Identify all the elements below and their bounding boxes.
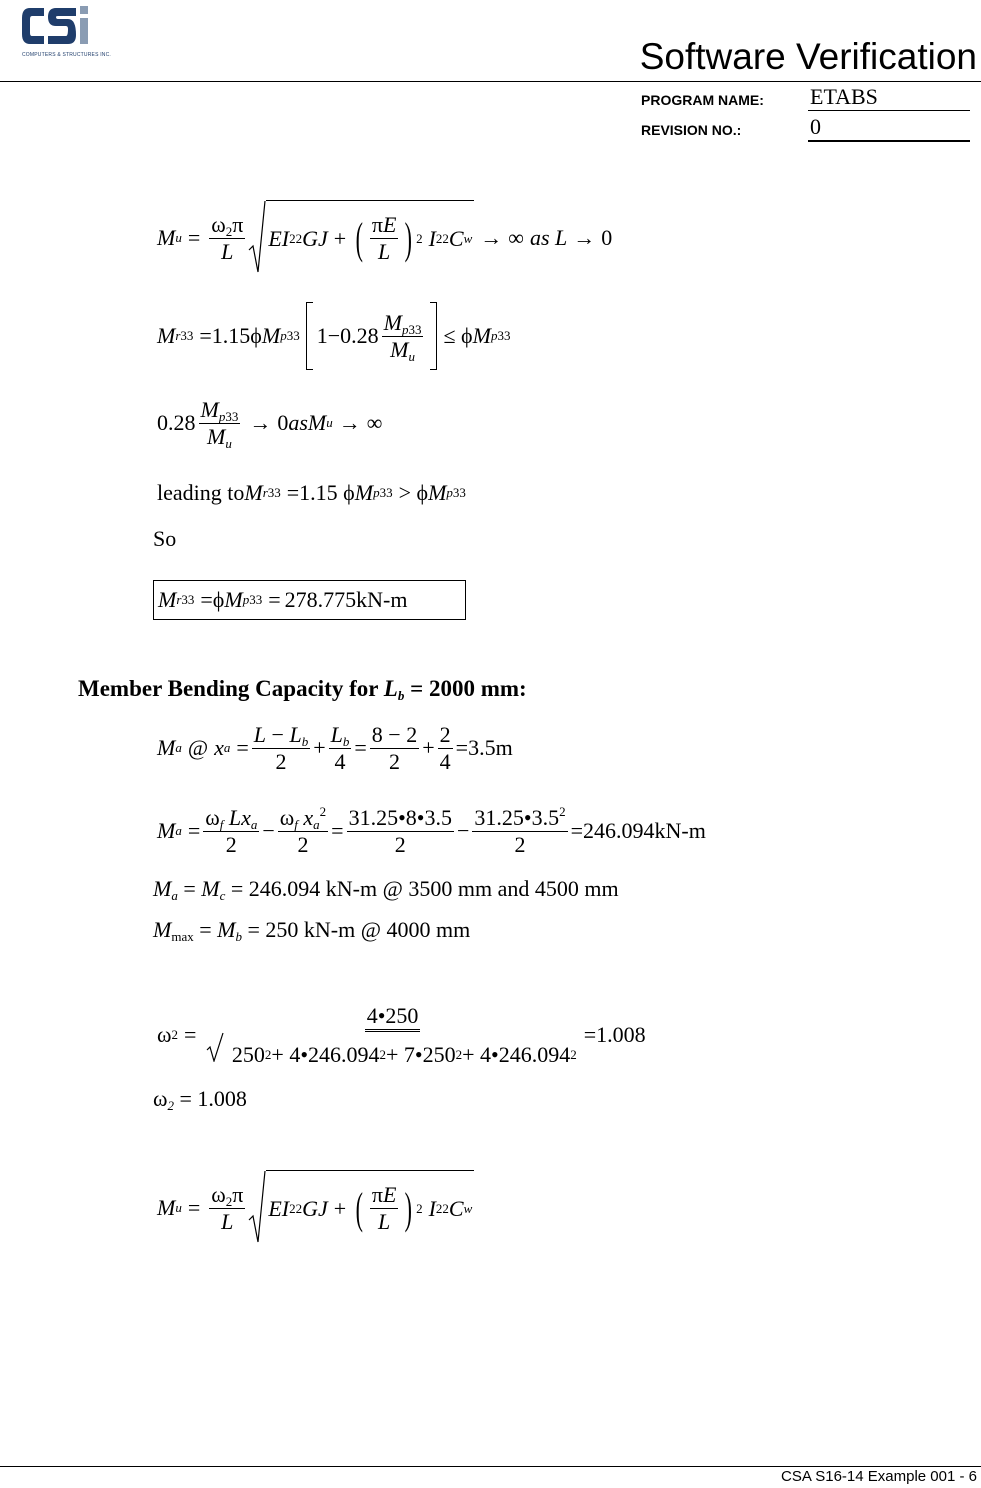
header-rule: [0, 81, 981, 82]
omega-result-line: $\omega_2 = 1.008$: [153, 1086, 247, 1113]
ma-mc-line: $M_a = M_c = 246.094$ kN-m @ 3500 mm and 4500 mm: [153, 876, 619, 903]
mmax-line: $M_{max} = M_b = 250$ kN-m @ 4000 mm: [153, 917, 471, 944]
equation-omega2: ω 2 = 4•250 250 2 + 4•246.094 2 + 7•250 2 + 4•246.094 2 = 1.008: [157, 1002, 646, 1067]
revision-underline: [808, 140, 970, 142]
ma-value: 246.094: [583, 818, 655, 843]
x-value: 3.5: [468, 735, 496, 760]
program-name-label: PROGRAM NAME:: [641, 92, 764, 108]
equation-leading-to: leading to M r33 =1.15 ϕ M p33 > ϕ M p33: [157, 480, 466, 505]
equation-mu-limit: M u = $\frac{\omega_2\pi}{L}$ EI 22 GJ + ( $\frac{\pi E}{L}$ ) 2 I 22 C w → ∞ as L → 0: [157, 198, 612, 278]
footer-rule: [0, 1466, 981, 1467]
equation-mr33: M r33 =1.15ϕ M p33 1−0.28 $\frac{M_{p33}}{M_u}$ ≤ ϕ M p33: [157, 298, 510, 374]
equation-ratio-limit: 0.28 $\frac{M_{p33}}{M_u}$ → 0 as M u → ∞: [157, 396, 383, 451]
revision-label: REVISION NO.:: [641, 122, 742, 138]
section-heading: Member Bending Capacity for $L_b = 2000$ mm:: [78, 676, 527, 703]
footer-text: CSA S16-14 Example 001 - 6: [781, 1468, 977, 1485]
company-logo: [4, 0, 116, 66]
boxed-result: M r33 =ϕ M p33 = 278.775 kN-m: [153, 580, 466, 620]
equation-ma-location: M a @ x a = $\frac{L - L_b}{2}$ + $\frac{L_b}{4}$ = $\frac{8 - 2}{2}$ + $\frac{2}{4}$ = 3.5 m: [157, 721, 513, 774]
boxed-value: 278.775: [284, 587, 357, 612]
equation-ma-value: M a = $\frac{\omega_f Lx_a}{2}$ − $\frac{\omega_f x_a^2}{2}$ = $\frac{31.25•8•3.5}{2}$ − $\frac{31.25•3.5^2}{2}$ = 246.094 kN-m: [157, 803, 706, 857]
program-name-value: ETABS: [810, 84, 878, 109]
so-text: So: [153, 526, 177, 551]
logo-subtext: COMPUTERS & STRUCTURES INC.: [22, 52, 112, 58]
omega-value: 1.008: [596, 1022, 646, 1047]
page-title: Software Verification: [639, 36, 977, 77]
equation-mu: M u = $\frac{\omega_2\pi}{L}$ EI 22 GJ + ( $\frac{\pi E}{L}$ ) 2 I 22 C w: [157, 1168, 474, 1248]
program-name-underline: [808, 110, 970, 111]
revision-value: 0: [810, 114, 821, 139]
